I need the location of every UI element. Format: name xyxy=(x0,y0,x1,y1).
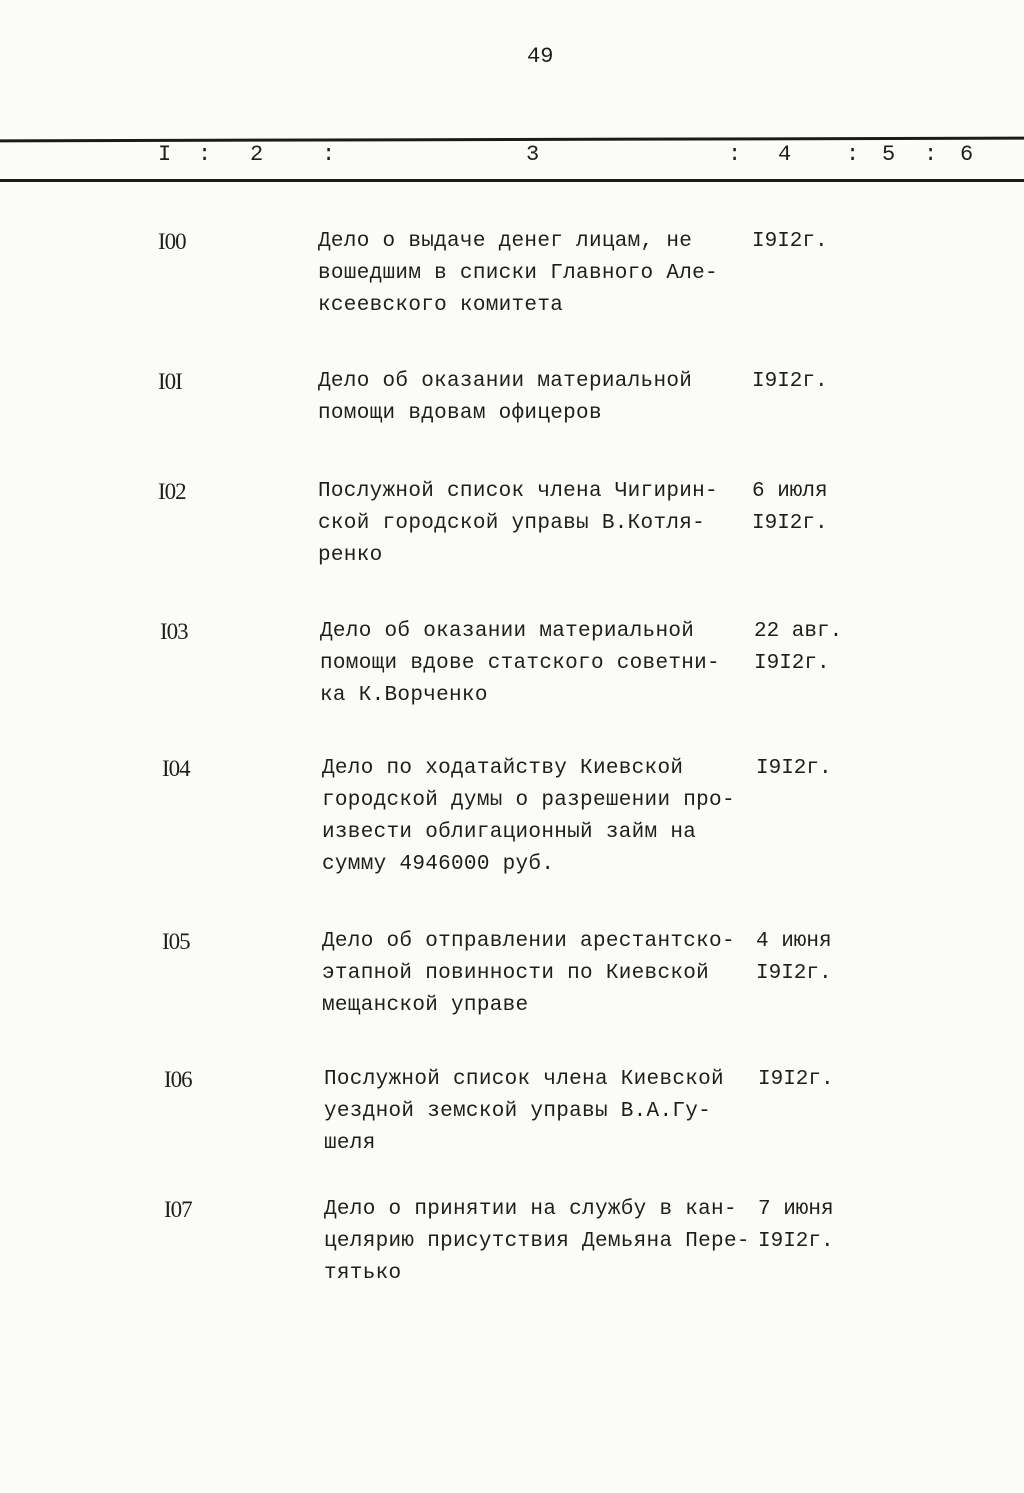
description-line: помощи вдове статского советни- xyxy=(320,652,720,675)
description-line: уездной земской управы В.А.Гу- xyxy=(324,1100,712,1123)
item-date xyxy=(756,753,832,785)
description-line: тятько xyxy=(324,1262,402,1285)
date-line: I9I2г. xyxy=(754,652,830,675)
date-line: 22 авг. xyxy=(754,620,843,643)
item-number: I06 xyxy=(164,1067,192,1092)
table-header-top-rule xyxy=(0,137,1024,143)
item-description xyxy=(324,1064,724,1160)
item-date xyxy=(752,366,828,398)
description-line: Дело об оказании материальной xyxy=(318,370,693,393)
description-line: Дело об оказании материальной xyxy=(320,620,695,643)
description-line: сумму 4946000 руб. xyxy=(322,853,555,876)
description-line: извести облигационный займ на xyxy=(322,821,697,844)
date-line: I9I2г. xyxy=(752,512,828,535)
item-number: I0I xyxy=(158,369,182,394)
column-header: 6 xyxy=(960,142,974,167)
description-line: ксеевского комитета xyxy=(318,294,564,317)
item-date xyxy=(758,1064,834,1096)
column-header: 3 xyxy=(526,142,540,167)
page-number: 49 xyxy=(527,44,554,69)
date-line: I9I2г. xyxy=(758,1230,834,1253)
description-line: ской городской управы В.Котля- xyxy=(318,512,706,535)
date-line: I9I2г. xyxy=(758,1068,834,1091)
item-number: I04 xyxy=(162,756,190,781)
item-number: I02 xyxy=(158,479,186,504)
item-number: I05 xyxy=(162,929,190,954)
item-description xyxy=(318,366,692,430)
description-line: этапной повинности по Киевской xyxy=(322,962,710,985)
item-description xyxy=(322,753,735,881)
date-line: 7 июня xyxy=(758,1198,834,1221)
item-date xyxy=(754,616,842,680)
date-line: 6 июля xyxy=(752,480,828,503)
description-line: Дело о принятии на службу в кан- xyxy=(324,1198,737,1221)
description-line: шеля xyxy=(324,1132,376,1155)
date-line: I9I2г. xyxy=(756,757,832,780)
item-number: I07 xyxy=(164,1197,192,1222)
item-description xyxy=(322,926,735,1022)
item-date xyxy=(758,1194,834,1258)
item-number: I00 xyxy=(158,229,186,254)
item-date xyxy=(752,476,828,540)
description-line: вошедшим в списки Главного Але- xyxy=(318,262,718,285)
description-line: помощи вдовам офицеров xyxy=(318,402,602,425)
description-line: Послужной список члена Киевской xyxy=(324,1068,724,1091)
description-line: Дело об отправлении арестантско- xyxy=(322,930,735,953)
column-header: I xyxy=(158,142,172,167)
item-description xyxy=(318,226,718,322)
column-separator: : xyxy=(728,142,742,167)
item-description xyxy=(320,616,720,712)
date-line: I9I2г. xyxy=(756,962,832,985)
description-line: ка К.Ворченко xyxy=(320,684,488,707)
item-date xyxy=(752,226,828,258)
date-line: 4 июня xyxy=(756,930,832,953)
column-header: 4 xyxy=(778,142,792,167)
date-line: I9I2г. xyxy=(752,370,828,393)
column-separator: : xyxy=(924,142,938,167)
column-separator: : xyxy=(322,142,336,167)
description-line: Дело по ходатайству Киевской xyxy=(322,757,684,780)
description-line: Дело о выдаче денег лицам, не xyxy=(318,230,693,253)
column-separator: : xyxy=(198,142,212,167)
date-line: I9I2г. xyxy=(752,230,828,253)
item-description xyxy=(324,1194,750,1290)
description-line: целярию присутствия Демьяна Пере- xyxy=(324,1230,750,1253)
item-date xyxy=(756,926,832,990)
table-header-bottom-rule xyxy=(0,179,1024,182)
column-header: 5 xyxy=(882,142,896,167)
description-line: городской думы о разрешении про- xyxy=(322,789,735,812)
column-separator: : xyxy=(846,142,860,167)
description-line: мещанской управе xyxy=(322,994,529,1017)
item-number: I03 xyxy=(160,619,188,644)
item-description xyxy=(318,476,718,572)
description-line: Послужной список члена Чигирин- xyxy=(318,480,718,503)
description-line: ренко xyxy=(318,544,383,567)
column-header: 2 xyxy=(250,142,264,167)
